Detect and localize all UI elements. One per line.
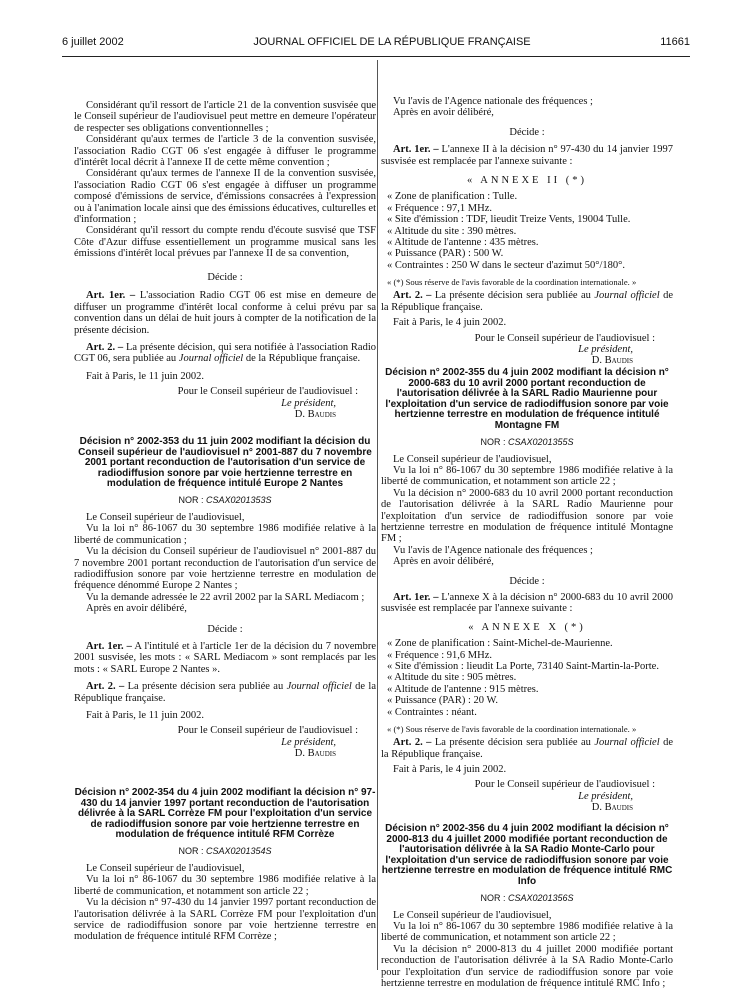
signature-line: Pour le Conseil supérieur de l'audiovisuel : xyxy=(474,779,655,791)
paragraph: Vu la demande adressée le 22 avril 2002 par la SARL Mediacom ; xyxy=(86,591,365,603)
nor-reference: NOR : CSAX0201354S xyxy=(178,845,272,856)
annex-title: « ANNEXE X (*) xyxy=(468,621,586,633)
paragraph: Vu la décision n° 2000-813 du 4 juillet 2000 modifiée portant reconduction de l'autorisation délivrée à la SA Radio Monte-Carlo pour l'exploitation d'un service de radiodiffusion sonore par voie hertzienne terrestre en modulation de fréquence intitulé RMC Info ; xyxy=(381,943,673,989)
annex-item: « Fréquence : 91,6 MHz. xyxy=(387,649,492,661)
paragraph: Après en avoir délibéré, xyxy=(86,603,187,615)
nor-reference: NOR : CSAX0201355S xyxy=(480,436,574,447)
signature-title: Le président, xyxy=(578,790,633,802)
nor-reference: NOR : CSAX0201356S xyxy=(480,892,574,903)
article-1 xyxy=(74,290,376,336)
annex-footnote: « (*) Sous réserve de l'avis favorable de la coordination internationale. » xyxy=(387,724,637,735)
decision-354-tail xyxy=(381,96,673,367)
paragraph: Vu la loi n° 86-1067 du 30 septembre 1986 modifiée relative à la liberté de communication, et notamment son article 22 ; xyxy=(381,920,673,944)
paragraph: Vu la loi n° 86-1067 du 30 septembre 1986 modifiée relative à la liberté de communication ; xyxy=(74,523,376,546)
paragraph: Vu la loi n° 86-1067 du 30 septembre 1986 modifiée relative à la liberté de communication, et notamment son article 22 ; xyxy=(74,874,376,897)
journal-officiel-ref: Journal officiel xyxy=(594,290,660,302)
signature-line: Pour le Conseil supérieur de l'audiovisuel : xyxy=(177,725,358,737)
signature-name: D. Baudis xyxy=(294,748,336,760)
nor-reference: NOR : CSAX0201353S xyxy=(178,494,272,505)
article-1: Art. 1er. – L'annexe X à la décision n° 2000-683 du 10 avril 2000 susvisée est remplacée par l'annexe suivante : xyxy=(381,592,673,615)
article-text: L'association Radio CGT 06 est mise en demeure de diffuser un programme d'intérêt local conforme à celui prévu par sa convention dans un délai de huit jours à compter de la notification de la présente décision. xyxy=(74,290,376,336)
article-label: Art. 2. – xyxy=(86,342,124,354)
decision-title: Décision n° 2002-355 du 4 juin 2002 modifiant la décision n° 2000-683 du 10 avril 2000 portant reconduction de l'autorisation délivrée à la SARL Radio Maurienne pour l'exploitation d'un service de radiodiffusion sonore par voie hertzienne terrestre en modulation de fréquence intitulé Montagne FM xyxy=(385,367,669,431)
column-divider xyxy=(377,60,378,970)
journal-officiel-ref: Journal officiel xyxy=(178,353,244,365)
article-2: Art. 2. – La présente décision sera publiée au Journal officiel de la République française. xyxy=(381,290,673,313)
paragraph: Le Conseil supérieur de l'audiovisuel, xyxy=(86,862,245,874)
signature-title: Le président, xyxy=(281,736,336,748)
annex-item: « Site d'émission : lieudit La Porte, 73140 Saint-Martin-la-Porte. xyxy=(387,661,659,673)
article-1: Art. 1er. – A l'intitulé et à l'article 1er de la décision du 7 novembre 2001 susvisée, les mots : « SARL Mediacom » sont remplacés par les mots : « SARL Europe 2 Nantes ». xyxy=(74,641,376,675)
journal-officiel-ref: Journal officiel xyxy=(286,681,352,693)
decide-label: Décide : xyxy=(207,272,243,283)
annex-item: « Contraintes : 250 W dans le secteur d'azimut 50°/180°. xyxy=(387,259,625,271)
decide-label: Décide : xyxy=(207,623,243,635)
signature-name: D. Baudis xyxy=(591,802,633,814)
article-2 xyxy=(74,342,376,365)
decision-353 xyxy=(74,437,376,760)
decision-title: Décision n° 2002-353 du 11 juin 2002 modifiant la décision du Conseil supérieur de l'audiovisuel n° 2001-887 du 7 novembre 2001 portant reconduction de l'autorisation d'un service de radiodiffusion sonore par voie hertzienne terrestre en modulation de fréquence intitulé Europe 2 Nantes xyxy=(78,436,372,490)
header-date: 6 juillet 2002 xyxy=(62,36,124,48)
paragraph: Vu l'avis de l'Agence nationale des fréquences ; xyxy=(393,96,593,107)
paragraph: Vu la décision du Conseil supérieur de l'audiovisuel n° 2001-887 du 7 novembre 2001 portant reconduction de l'autorisation d'un service de radiodiffusion sonore par voie hertzienne terrestre en modulation de fréquence dénommé Europe 2 Nantes ; xyxy=(74,546,376,592)
page-header xyxy=(62,34,690,50)
decide-label: Décide : xyxy=(509,126,545,138)
header-rule xyxy=(62,56,690,57)
decision-356 xyxy=(381,824,673,989)
annex-item: « Fréquence : 97,1 MHz. xyxy=(387,202,492,214)
paragraph: Le Conseil supérieur de l'audiovisuel, xyxy=(393,453,552,465)
paragraph: Le Conseil supérieur de l'audiovisuel, xyxy=(86,511,245,523)
paragraph: Vu l'avis de l'Agence nationale des fréquences ; xyxy=(393,544,593,556)
annex-item: « Zone de planification : Saint-Michel-de-Maurienne. xyxy=(387,638,613,650)
annex-footnote: « (*) Sous réserve de l'avis favorable de la coordination internationale. » xyxy=(387,277,637,288)
decision-354 xyxy=(74,788,376,943)
signature-title: Le président, xyxy=(578,343,633,355)
paragraph: Considérant qu'il ressort de l'article 21 de la convention susvisée que le Conseil supérieur de l'audiovisuel peut mettre en demeure l'opérateur de respecter ses obligations conventionnelles ; xyxy=(74,100,376,134)
annex-list xyxy=(381,638,673,718)
annex-item: « Puissance (PAR) : 500 W. xyxy=(387,248,504,260)
article-2: Art. 2. – La présente décision sera publiée au Journal officiel de la République française. xyxy=(381,737,673,760)
paragraph: Après en avoir délibéré, xyxy=(393,107,494,119)
decision-352-tail xyxy=(74,272,376,420)
annex-item: « Altitude du site : 905 mètres. xyxy=(387,672,517,684)
paragraph: Vu la décision n° 97-430 du 14 janvier 1997 portant reconduction de l'autorisation délivrée à la SARL Corrèze FM pour l'exploitation d'un service de radiodiffusion sonore par voie hertzienne terrestre en modulation de fréquence intitulé RFM Corrèze ; xyxy=(74,897,376,943)
header-page-number: 11661 xyxy=(660,36,690,48)
signature-line: Pour le Conseil supérieur de l'audiovisuel : xyxy=(177,386,358,398)
article-2: Art. 2. – La présente décision sera publiée au Journal officiel de la République française. xyxy=(74,681,377,704)
annex-list xyxy=(381,191,673,271)
paragraph: Après en avoir délibéré, xyxy=(393,556,494,568)
annex-item: « Altitude de l'antenne : 435 mètres. xyxy=(387,237,539,249)
fait-line: Fait à Paris, le 11 juin 2002. xyxy=(86,710,205,722)
annex-title: « ANNEXE II (*) xyxy=(467,175,587,187)
article-label: Art. 1er. – xyxy=(86,290,136,302)
article-text: La présente décision, qui sera notifiée à l'association Radio CGT 06, sera publiée au xyxy=(74,342,376,365)
fait-line: Fait à Paris, le 4 juin 2002. xyxy=(393,317,507,329)
paragraph: Le Conseil supérieur de l'audiovisuel, xyxy=(393,909,552,921)
annex-item: « Zone de planification : Tulle. xyxy=(387,191,518,203)
decide-label: Décide : xyxy=(509,575,545,587)
decision-title: Décision n° 2002-356 du 4 juin 2002 modifiant la décision n° 2000-813 du 4 juillet 2000 modifiée portant reconduction de l'autorisation délivrée à la SA Radio Monte-Carlo pour l'exploitation d'un service de radiodiffusion sonore par voie hertzienne terrestre en modulation de fréquence intitulé RMC Info xyxy=(381,823,673,887)
signature-line: Pour le Conseil supérieur de l'audiovisuel : xyxy=(474,332,655,344)
annex-item: « Site d'émission : TDF, lieudit Treize Vents, 19004 Tulle. xyxy=(387,214,631,226)
annex-item: « Puissance (PAR) : 20 W. xyxy=(387,695,499,707)
intro-block xyxy=(74,100,376,260)
paragraph: Considérant qu'aux termes de l'annexe II de la convention susvisée, l'association Radio CGT 06 s'est engagée à diffuser un programme composé d'émissions de service, d'émissions consacrées à l'expression ou à l'animation locale ainsi que des émissions éducatives, culturelles et d'information ; xyxy=(74,168,376,226)
annex-item: « Altitude de l'antenne : 915 mètres. xyxy=(387,683,539,695)
article-text: de la République française. xyxy=(245,353,361,365)
annex-item: « Contraintes : néant. xyxy=(387,706,477,718)
decision-355 xyxy=(381,368,673,814)
paragraph: Vu la loi n° 86-1067 du 30 septembre 1986 modifiée relative à la liberté de communication, et notamment son article 22 ; xyxy=(381,464,673,488)
signature-name: D. Baudis xyxy=(294,409,336,421)
signature-name: D. Baudis xyxy=(591,355,633,367)
fait-line: Fait à Paris, le 4 juin 2002. xyxy=(393,763,507,775)
paragraph: Considérant qu'il ressort du compte rendu d'écoute susvisé que TSF Côte d'Azur diffuse essentiellement un programme musical sans les émissions d'intérêt local prévues par l'annexe II de sa convention, xyxy=(74,225,376,260)
header-journal-title: JOURNAL OFFICIEL DE LA RÉPUBLIQUE FRANÇAISE xyxy=(253,36,531,48)
paragraph: Vu la décision n° 2000-683 du 10 avril 2000 portant reconduction de l'autorisation délivrée à la SARL Radio Maurienne pour l'exploitation d'un service de radiodiffusion sonore par voie hertzienne terrestre en modulation de fréquence intitulé Montagne FM ; xyxy=(381,487,673,545)
fait-line: Fait à Paris, le 11 juin 2002. xyxy=(86,370,205,382)
paragraph: Considérant qu'aux termes de l'article 3 de la convention susvisée, l'association Radio CGT 06 s'est engagée à diffuser le programme d'intérêt local décrit à l'annexe II de cette même convention ; xyxy=(74,134,376,169)
journal-officiel-ref: Journal officiel xyxy=(594,737,660,749)
decision-title: Décision n° 2002-354 du 4 juin 2002 modifiant la décision n° 97-430 du 14 janvier 1997 portant reconduction de l'autorisation délivrée à la SARL Corrèze FM pour l'exploitation d'un service de radiodiffusion sonore par voie hertzienne terrestre en modulation de fréquence intitulé RFM Corrèze xyxy=(74,787,376,841)
article-1: Art. 1er. – L'annexe II à la décision n° 97-430 du 14 janvier 1997 susvisée est remplacée par l'annexe suivante : xyxy=(381,144,673,167)
signature-title: Le président, xyxy=(281,397,336,409)
annex-item: « Altitude du site : 390 mètres. xyxy=(387,225,517,237)
